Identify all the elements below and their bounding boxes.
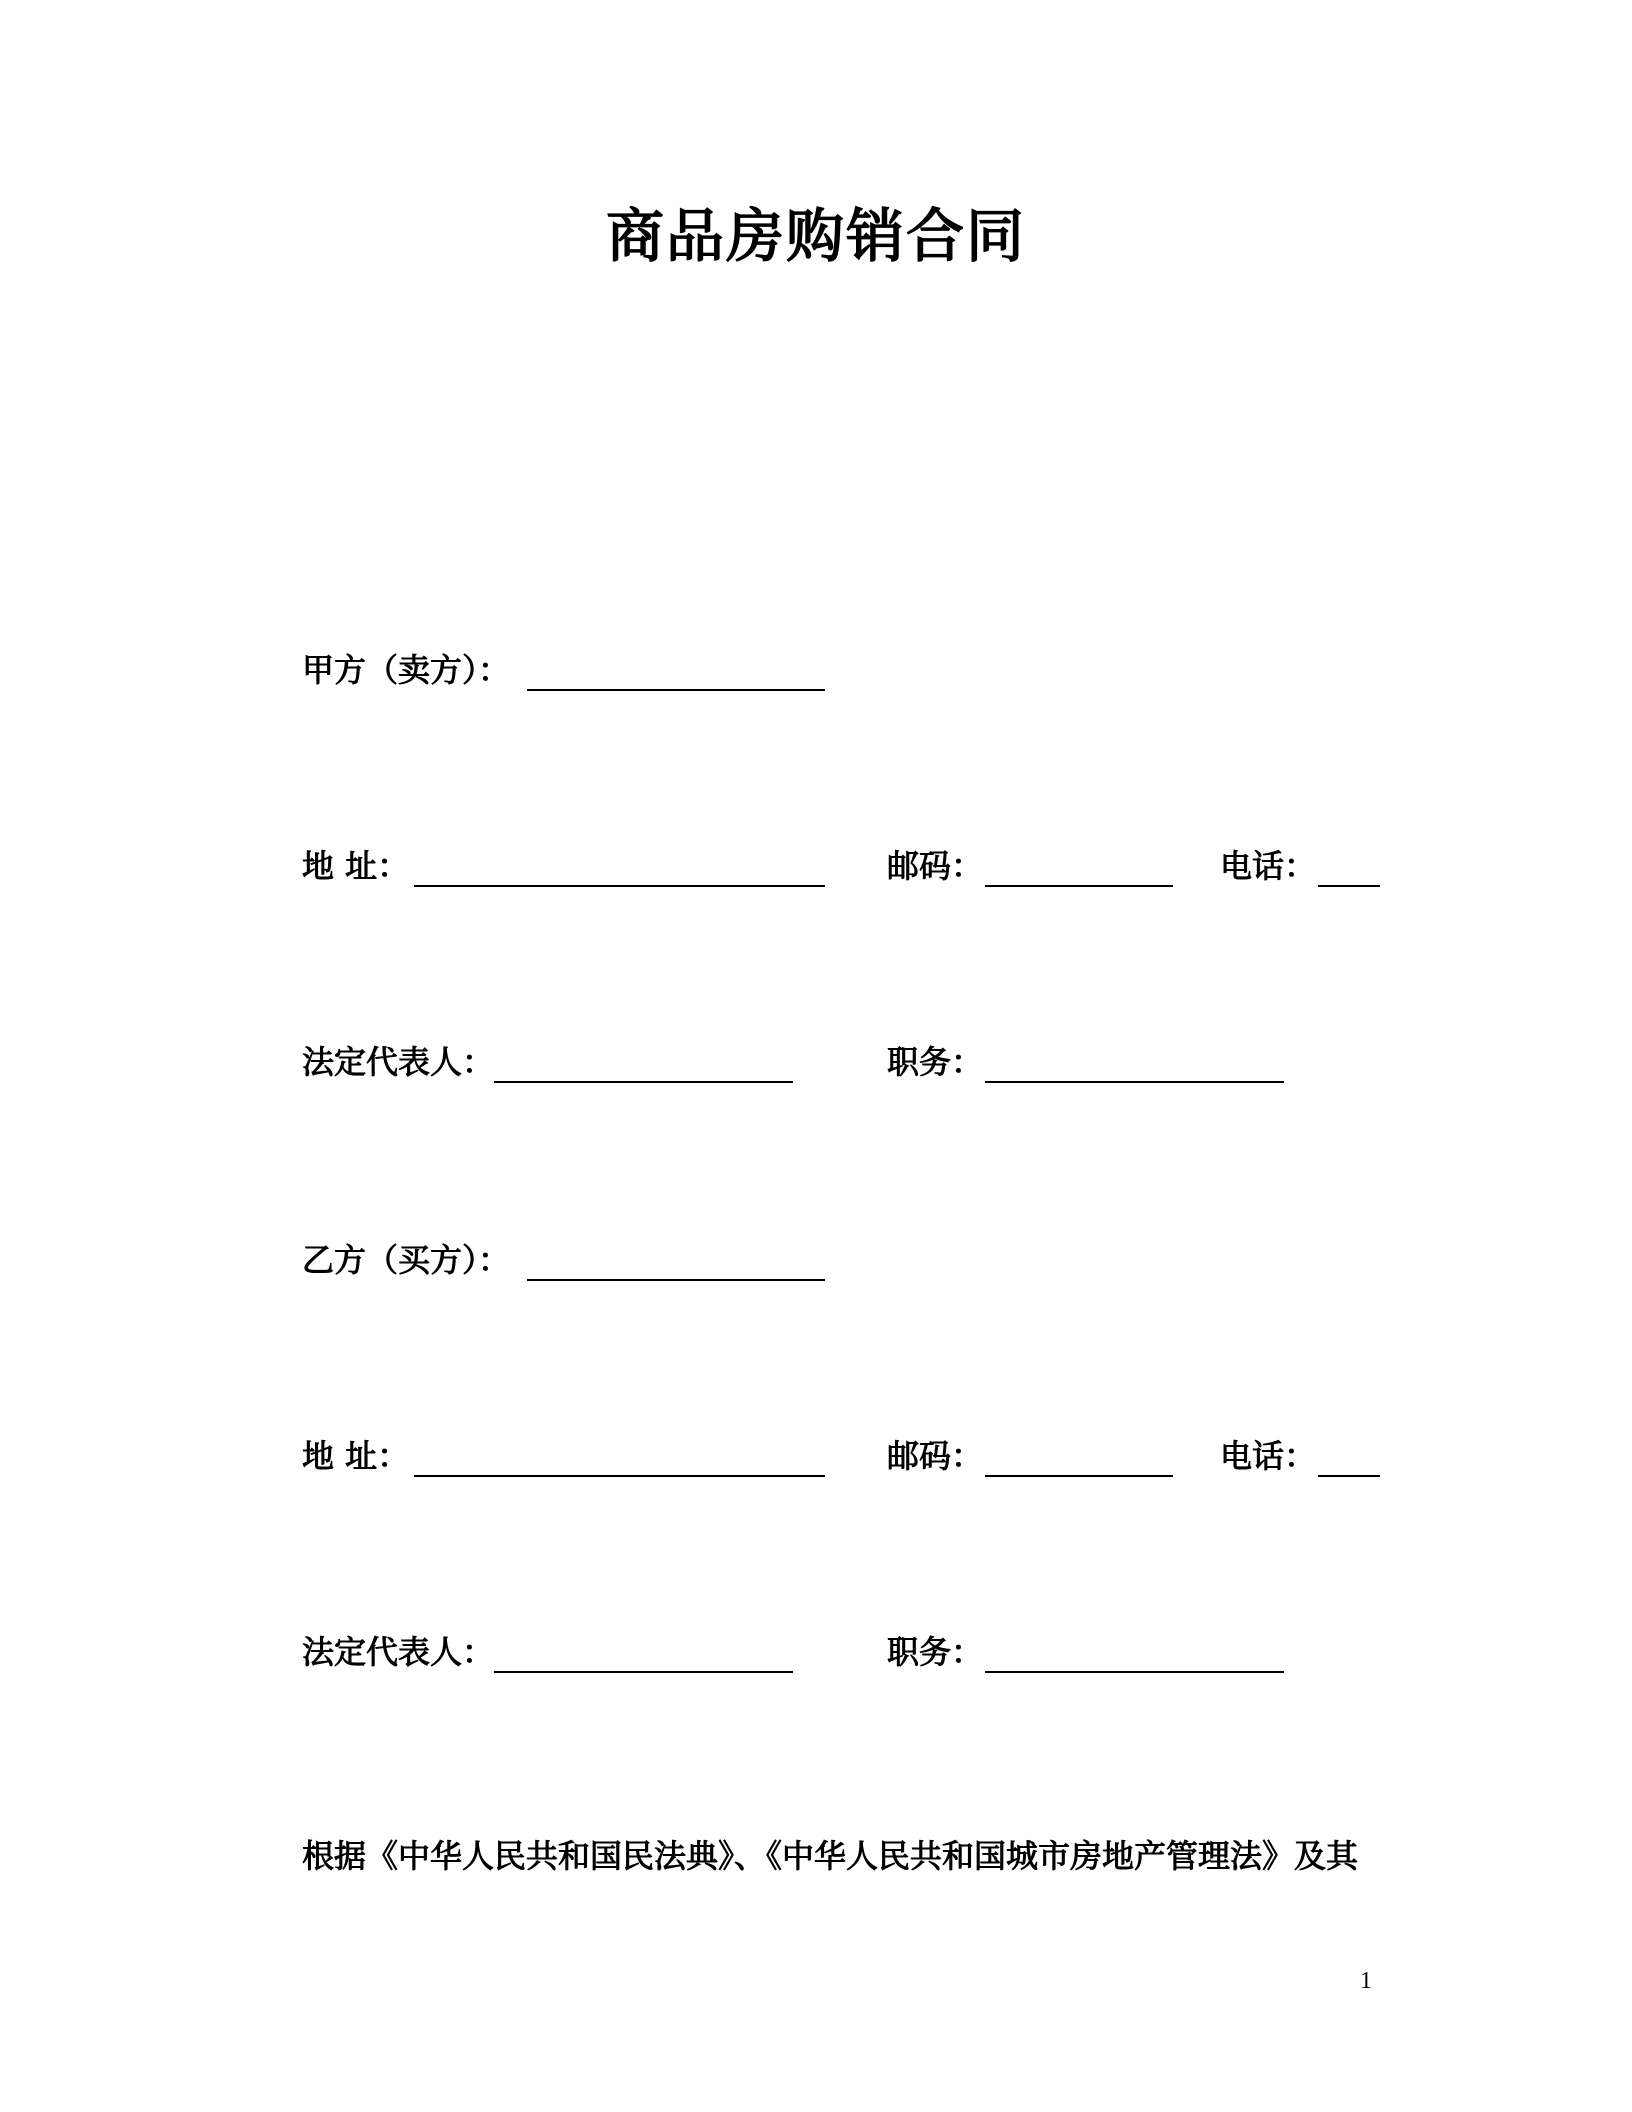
party-a-name-label: 甲方（卖方）：: [302, 651, 511, 689]
party-a-phone-label: 电话：: [1220, 847, 1317, 885]
contract-opening-paragraph: 根据《中华人民共和国民法典》、《中华人民共和国城市房地产管理法》及其: [302, 1837, 1359, 1875]
party-a-postcode-field[interactable]: [985, 885, 1173, 887]
party-a-address-label: 地 址：: [302, 847, 410, 885]
party-b-legal-rep-label: 法定代表人：: [302, 1633, 495, 1671]
party-a-legal-rep-field[interactable]: [494, 1081, 793, 1083]
party-a-position-label: 职务：: [887, 1043, 984, 1081]
party-a-legal-rep-label: 法定代表人：: [302, 1043, 495, 1081]
party-a-position-field[interactable]: [985, 1081, 1284, 1083]
page-number: 1: [1360, 1968, 1372, 1994]
party-b-position-label: 职务：: [887, 1633, 984, 1671]
party-b-legal-rep-field[interactable]: [494, 1671, 793, 1673]
party-b-postcode-field[interactable]: [985, 1475, 1173, 1477]
party-b-phone-field[interactable]: [1318, 1475, 1380, 1477]
party-b-name-field[interactable]: [527, 1279, 825, 1281]
party-b-phone-label: 电话：: [1220, 1437, 1317, 1475]
party-b-name-label: 乙方（买方）：: [302, 1241, 511, 1279]
party-a-name-field[interactable]: [527, 689, 825, 691]
party-a-postcode-label: 邮码：: [887, 847, 984, 885]
party-a-phone-field[interactable]: [1318, 885, 1380, 887]
document-title: 商品房购销合同: [605, 202, 1026, 270]
party-b-address-field[interactable]: [414, 1475, 825, 1477]
party-b-position-field[interactable]: [985, 1671, 1284, 1673]
party-b-postcode-label: 邮码：: [887, 1437, 984, 1475]
party-a-address-field[interactable]: [414, 885, 825, 887]
party-b-address-label: 地 址：: [302, 1437, 410, 1475]
